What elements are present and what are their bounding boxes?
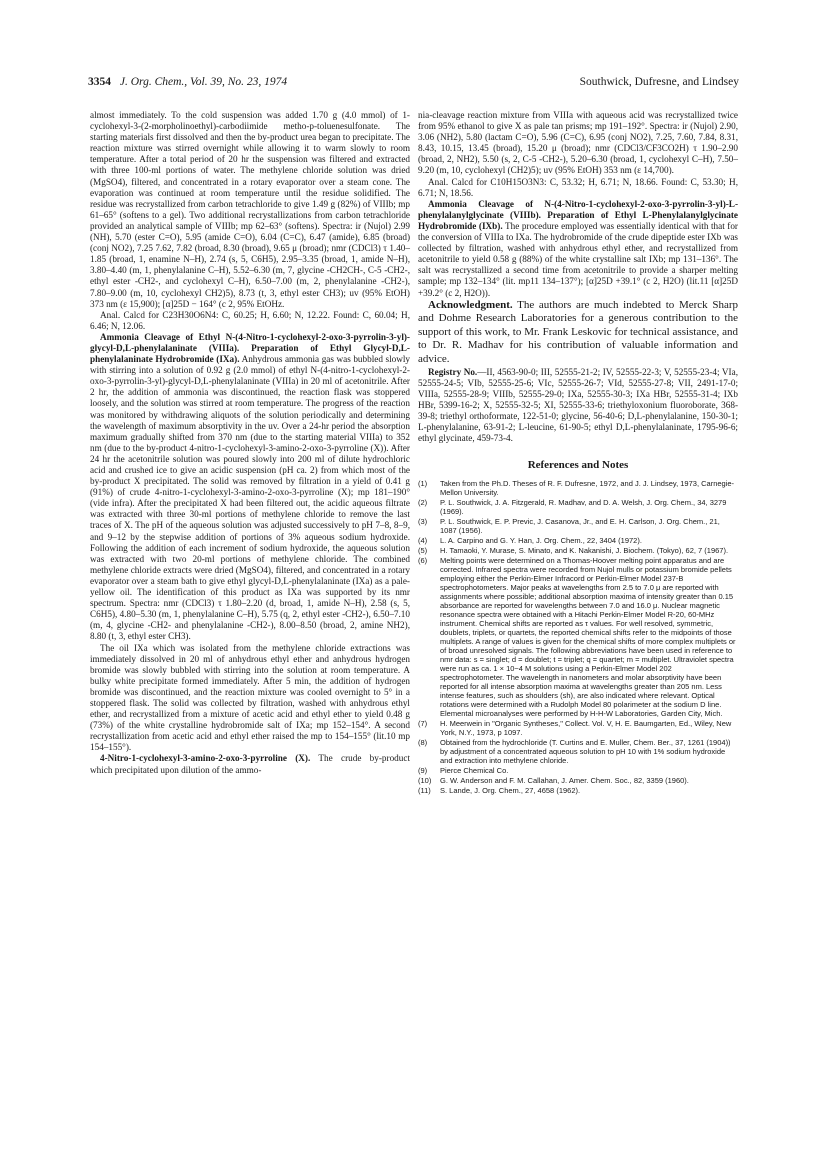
reference-number: (11) [418, 786, 431, 796]
reference-number: (5) [418, 546, 428, 556]
reference-text: P. L. Southwick, E. P. Previc, J. Casanova, Jr., and E. H. Carlson, J. Org. Chem., 21, 1087 (1956). [440, 517, 720, 536]
reference-number: (1) [418, 479, 428, 489]
reference-item [418, 546, 738, 555]
reference-item [418, 719, 738, 737]
paragraph [90, 332, 410, 643]
reference-number: (9) [418, 766, 428, 776]
paragraph-text: Anhydrous ammonia gas was bubbled slowly with stirring into a solution of 0.92 g (2.0 mmol) of ethyl N-(4-nitro-1-cyclohexyl-2-oxo-3-pyrrolin-3-yl)-glycyl-D,L-phenylalaninate (VIIIa) in 20 ml of acetonitrile. After 2 hr, the addition of ammonia was discontinued, the reaction flask was stoppered loosely, and the solution was stirred at room temperature. The progress of the reaction was monitored by withdrawing aliquots of the solution periodically and determining the wavelength of maximum absorptivity in the uv. Over a 24-hr period the absorption maximum gradually shifted from 370 nm (due to the starting material VIIIa) to 352 nm (due to the by-product 4-nitro-1-cyclohexyl-3-amino-2-oxo-3-pyrroline (X)). After 24 hr the acetonitrile solution was poured slowly into 200 ml of dilute hydrochloric acid and crushed ice to give an acidic suspension (pH ca. 2) from which most of the by-product X precipitated. The solid was removed by filtration in a yield of 0.41 g (91%) of crude 4-nitro-1-cyclohexyl-3-amino-2-oxo-3-pyrroline (X); mp 181–190° (vide infra). After the precipitated X had been filtered out, the acidic aqueous filtrate was extracted with three 30-ml portions of methylene chloride to remove the last traces of X. The pH of the aqueous solution was adjusted successively to pH 7–8, 8–9, and 9–12 by the stepwise addition of portions of 3% aqueous sodium hydroxide. Following the addition of each increment of sodium hydroxide, the aqueous solution was extracted with two 20-ml portions of methylene chloride. The combined methylene chloride extracts were dried (MgSO4), filtered, and concentrated in a rotary evaporator over a steam bath to give ethyl glycyl-D,L-phenylalaninate (IXa) as a pale-yellow oil. The identification of this product as IXa was supported by its nmr spectrum. Spectra: nmr (CDCl3) τ 1.80–2.20 (d, broad, 1, amide N–H), 2.58 (s, 5, C6H5), 4.80–5.30 (m, 1, phenylalanine C–H), 5.75 (q, 2, ethyl ester -CH2-), 6.50–7.10 (m, 4, glycine -CH2- and phenylalanine -CH2-), 8.00–8.50 (broad, 2, amine NH2), 8.80 (t, 3, ethyl ester CH3). [90, 354, 410, 642]
reference-number: (2) [418, 498, 428, 508]
running-header [88, 76, 739, 90]
paragraph: The oil IXa which was isolated from the methylene chloride extractions was immediately dissolved in 20 ml of anhydrous ethyl ether and anhydrous hydrogen bromide was slowly bubbled with stirring into the solution at room temperature. A bulky white precipitate formed immediately. After 5 min, the addition of hydrogen bromide was discontinued, and the reaction mixture was cooled overnight to 5° in a stoppered flask. The solid was collected by filtration, washed with anhydrous ethyl ether, and recrystallized from a mixture of acetic acid and ethyl ether to yield 0.48 g (73%) of the white crystalline hydrobromide salt of IXa; mp 152–154°. A second recrystallization from acetic acid and ethyl ether raised the mp to 154–155° (lit.10 mp 154–155°). [90, 642, 410, 753]
registry-heading: Registry No. [428, 366, 478, 377]
reference-item [418, 556, 738, 718]
paragraph [90, 753, 410, 775]
reference-item [418, 536, 738, 545]
reference-item [418, 766, 738, 775]
paragraph-text: The crude by-product which precipitated upon dilution of the ammo- [90, 753, 410, 775]
paragraph-text: The procedure employed was essentially identical with that for the conversion of VIIIa to IXa. The hydrobromide of the crude dipeptide ester IXb was collected by filtration, washed with anhydrous ethyl ether, and recrystallized from acetonitrile to yield 0.58 g (88%) of the white crystalline salt IXb; mp 131–136°. The salt was recrystallized a second time from acetonitrile to provide a sharper melting sample; mp 132–134° (lit. mp11 134–137°); [α]25D +39.1° (c 2, H2O) (lit.11 [α]25D +39.2° (c 2, H2O)). [418, 220, 738, 298]
reference-text: H. Meerwein in "Organic Syntheses," Collect. Vol. V, H. E. Baumgarten, Ed., Wiley, New York, N.Y., 1973, p 1097. [440, 719, 732, 738]
acknowledgment [418, 299, 738, 367]
paragraph: Anal. Calcd for C23H30O6N4: C, 60.25; H, 6.60; N, 12.22. Found: C, 60.04; H, 6.46; N, 12.06. [90, 309, 410, 331]
reference-item [418, 498, 738, 516]
reference-item [418, 517, 738, 535]
reference-item [418, 479, 738, 497]
paragraph: nia-cleavage reaction mixture from VIIIa with aqueous acid was recrystallized twice from 95% ethanol to give X as pale tan prisms; mp 191–192°. Spectra: ir (Nujol) 2.90, 3.06 (NH2), 5.80 (lactam C=O), 5.96 (C=C), 6.95 (conj NO2), 7.25, 7.60, 7.84, 8.31, 8.43, 10.15, 13.45 (broad), 15.20 μ (broad); nmr (CDCl3/CF3CO2H) τ 1.90–2.90 (broad, 2, NH2), 5.50 (s, 2, C-5 -CH2-), 5.20–6.30 (broad, 1, cyclohexyl C–H), 7.50–9.20 (m, 10, cyclohexyl (CH2)5); uv (95% EtOH) 353 nm (ε 14,700). [418, 110, 738, 176]
reference-text: G. W. Anderson and F. M. Callahan, J. Amer. Chem. Soc., 82, 3359 (1960). [440, 776, 689, 786]
reference-number: (4) [418, 536, 428, 546]
left-column [90, 110, 410, 776]
registry-text: —II, 4563-90-0; III, 52555-21-2; IV, 52555-22-3; V, 52555-23-4; VIa, 52555-24-5; VIb, 52555-25-6; VIc, 52555-26-7; VId, 52555-27-8; VII, 2491-17-0; VIIIa, 52555-28-9; VIIIb, 52555-29-0; IXa, 52555-30-3; IXa HBr, 52555-31-4; IXb HBr, 5399-16-2; X, 52555-32-5; XI, 52555-33-6; triethyloxonium fluoroborate, 368-39-8; triethyl orthoformate, 122-51-0; glycine, 56-40-6; D,L-phenylalanine, 150-30-1; L-phenylalanine, 63-91-2; L-leucine, 61-90-5; ethyl D,L-phenylalaninate, 1795-96-6; ethyl glycinate, 459-73-4. [418, 366, 738, 444]
reference-item [418, 776, 738, 785]
reference-number: (6) [418, 556, 428, 566]
section-heading: Ammonia Cleavage of Ethyl N-(4-Nitro-1-cyclohexyl-2-oxo-3-pyrrolin-3-yl)-glycyl-D,L-phenylalaninate (VIIIa). Preparation of Ethyl Glycyl-D,L-phenylalaninate Hydrobromide (IXa). [90, 331, 410, 365]
registry-numbers [418, 367, 738, 445]
acknowledgment-text: The authors are much indebted to Merck Sharp and Dohme Research Laboratories for a generous contribution to the support of this work, to Mr. Frank Leskovic for technical assistance, and to Dr. R. Madhav for his contribution of valuable information and advice. [418, 298, 738, 365]
paragraph: almost immediately. To the cold suspension was added 1.70 g (4.0 mmol) of 1-cyclohexyl-3-(2-morpholinoethyl)-carbodiimide metho-p-toluenesulfonate. The starting materials first dissolved and then the by-product urea began to precipitate. The reaction mixture was stirred overnight while allowing it to warm slowly to room temperature. After a total period of 20 hr the suspension was filtered and extracted with three 100-ml portions of water. The methylene chloride solution was dried (MgSO4), filtered, and concentrated in a rotary evaporator over a steam cone. The evaporation was continued at room temperature until the residue solidified. The residue was recrystallized from carbon tetrachloride to give 1.49 g (82%) of VIIIb; mp 61–65° (softens to a gel). Two additional recrystallizations from carbon tetrachloride provided an analytical sample of VIIIb; mp 62–63° (softens). Spectra: ir (Nujol) 2.99 (NH), 5.70 (ester C=O), 5.95 (amide C=O), 6.04 (C=C), 6.47 (amide), 6.85 (broad) (conj NO2), 7.25 7.62, 7.82 (broad, 8.30 (broad), 9.65 μ (broad); nmr (CDCl3) τ 1.40–1.85 (broad, 1, enamine N–H), 2.74 (s, 5, C6H5), 2.95–3.35 (broad, 1, amide N–H), 3.80–4.40 (m, 1, phenylalanine C–H), 5.52–6.30 (m, 7, glycine -CH2CH-, C-5 -CH2-, ethyl ester -CH2-, and cyclohexyl C–H), 6.50–7.00 (m, 2, phenylalanine -CH2-), 7.80–9.00 (m, 10, cyclohexyl CH2)5), 8.73 (t, 3, ethyl ester CH3); uv (95% EtOH) 373 nm (ε 15,900); [α]25D − 164° (c 2, 95% EtOHz. [90, 110, 410, 309]
section-heading: Ammonia Cleavage of N-(4-Nitro-1-cyclohexyl-2-oxo-3-pyrrolin-3-yl)-L-phenylalanylglycinate (VIIIb). Preparation of Ethyl L-Phenylalanylglycinate Hydrobromide (IXb). [418, 198, 738, 231]
running-authors: Southwick, Dufresne, and Lindsey [579, 76, 739, 88]
references-list [418, 479, 738, 795]
reference-item [418, 738, 738, 765]
reference-text: Obtained from the hydrochloride (T. Curtins and E. Muller, Chem. Ber., 37, 1261 (1904)) by adjustment of a concentrated aqueous solution to pH 10 with 1% sodium hydroxide and extraction into methylene chloride. [440, 738, 731, 766]
reference-text: H. Tamaoki, Y. Murase, S. Minato, and K. Nakanishi, J. Biochem. (Tokyo), 62, 7 (1967). [440, 546, 729, 556]
reference-number: (3) [418, 517, 428, 527]
reference-text: Taken from the Ph.D. Theses of R. F. Dufresne, 1972, and J. J. Lindsey, 1973, Carnegie-Mellon University. [440, 479, 735, 498]
references-heading: References and Notes [527, 459, 629, 472]
journal-citation: J. Org. Chem., Vol. 39, No. 23, 1974 [119, 76, 288, 88]
reference-number: (7) [418, 719, 428, 729]
reference-text: Pierce Chemical Co. [440, 766, 509, 776]
paragraph [418, 199, 738, 299]
paragraph: Anal. Calcd for C10H15O3N3: C, 53.32; H, 6.71; N, 18.66. Found: C, 53.30; H, 6.71; N, 18.56. [418, 176, 738, 198]
reference-item [418, 786, 738, 795]
right-column [418, 110, 738, 796]
reference-number: (10) [418, 776, 432, 786]
reference-text: S. Lande, J. Org. Chem., 27, 4658 (1962). [440, 786, 581, 796]
reference-text: P. L. Southwick, J. A. Fitzgerald, R. Madhav, and D. A. Welsh, J. Org. Chem., 34, 3279 (1969). [440, 498, 727, 517]
acknowledgment-heading: Acknowledgment. [428, 298, 513, 311]
page-number: 3354 [88, 76, 111, 88]
section-heading: 4-Nitro-1-cyclohexyl-3-amino-2-oxo-3-pyrroline (X). [100, 753, 311, 764]
reference-text: Melting points were determined on a Thomas-Hoover melting point apparatus and are corrected. Infrared spectra were recorded from Nujol mulls or potassium bromide pellets employing either the Perkin-Elmer Infracord or Perkin-Elmer Model 237-B spectrophotometers. Major peaks at wavelengths from 2.5 to 7.0 μ are reported with assignments where possible; additional absorption maxima of intensity greater than 0.15 absorbance are reported for wavelengths between 7.0 and 16.0 μ. Nuclear magnetic resonance spectra were obtained with a Hitachi Perkin-Elmer Model R-20, 60-MHz instrument. Chemical shifts are reported as τ values. For well resolved, symmetric, doublets, triplets, or quartets, the reported chemical shifts refer to the midpoints of those multiplets. A range of values is given for the chemical shifts of more complex multiplets or of broad unresolved signals. The following abbreviations have been used in reference to nmr data: s = singlet; d = doublet; t = triplet; q = quartet; m = multiplet. Ultraviolet spectra were run as ca. 1 × 10−4 M solutions using a Perkin-Elmer Model 202 spectrophotometer. The wavelength in nanometers and molar absorptivity have been reported for all intense absorption maxima at wavelengths greater than 205 nm. Less intense features, such as shoulders (sh), are also indicated where relevant. Optical rotations were determined with a Rudolph Model 80 polarimeter at the sodium D line. Elemental microanalyses were performed by H-H-W Laboratories, Garden City, Mich. [440, 556, 736, 719]
reference-text: L. A. Carpino and G. Y. Han, J. Org. Chem., 22, 3404 (1972). [440, 536, 642, 546]
reference-number: (8) [418, 738, 428, 748]
